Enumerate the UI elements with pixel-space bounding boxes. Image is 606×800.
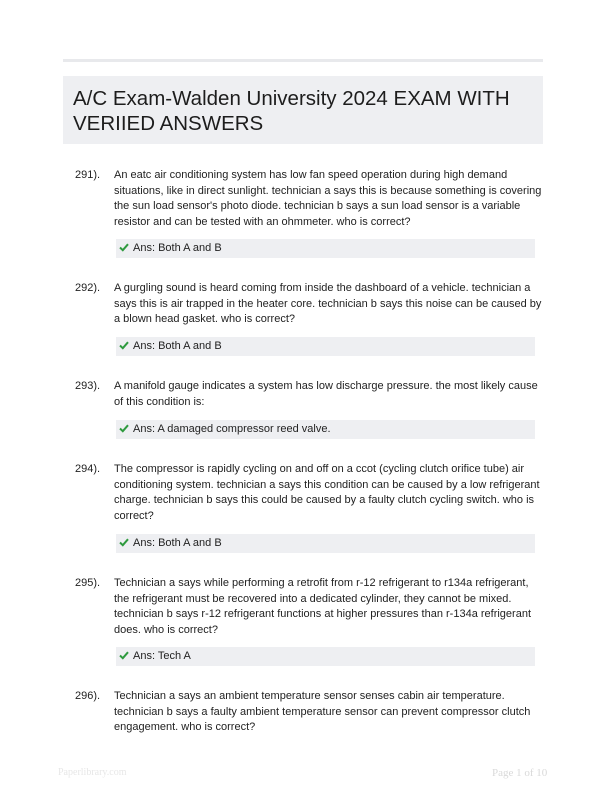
answer-box (116, 647, 535, 666)
checkmark-icon (119, 650, 129, 660)
answer-text: Ans: Both A and B (133, 340, 222, 352)
top-divider (63, 59, 543, 62)
question-text: Technician a says while performing a retrofit from r-12 refrigerant to r134a refrigerant, the refrigerant must be recovered into a dedicated cylinder, they cannot be mixed. technician b says r-12 refrigerant functions at higher pressures than r-134a refrigerant does. who is correct? (114, 577, 531, 636)
answer-box (116, 420, 535, 439)
footer-watermark: Paperlibrary.com (58, 767, 127, 778)
checkmark-icon (119, 423, 129, 433)
question-text: A manifold gauge indicates a system has low discharge pressure. the most likely cause of this condition is: (114, 380, 538, 408)
answer-box (116, 534, 535, 553)
answer-text: Ans: Tech A (133, 650, 191, 662)
question-number: 296). (75, 690, 101, 702)
title-banner (63, 76, 543, 144)
answer-text: Ans: Both A and B (133, 242, 222, 254)
question-text: An eatc air conditioning system has low fan speed operation during high demand situations, like in direct sunlight. technician a says this is because something is covering the sun load sensor's photo diode. technician b says a sun load sensor is a variable resistor and can be tested with an ohmmeter. who is correct? (114, 169, 542, 228)
question-number: 293). (75, 380, 101, 392)
question-number: 294). (75, 463, 101, 475)
question-text: Technician a says an ambient temperature sensor senses cabin air temperature. technician b says a faulty ambient temperature sensor can prevent compressor clutch engagement. who is correct? (114, 690, 531, 733)
question-number: 292). (75, 282, 101, 294)
question-number: 291). (75, 169, 101, 181)
answer-text: Ans: A damaged compressor reed valve. (133, 423, 331, 435)
page-indicator: Page 1 of 10 (492, 767, 548, 779)
document-title: A/C Exam-Walden University 2024 EXAM WITH VERIIED ANSWERS (73, 87, 510, 135)
answer-box (116, 239, 535, 258)
question-text: The compressor is rapidly cycling on and off on a ccot (cycling clutch orifice tube) air conditioning system. technician a says this condition can be caused by a low refrigerant charge. technician b says this could be caused by a faulty clutch cycling switch. who is correct? (114, 463, 540, 522)
checkmark-icon (119, 340, 129, 350)
question-text: A gurgling sound is heard coming from inside the dashboard of a vehicle. technician a says this is air trapped in the heater core. technician b says this noise can be caused by a blown head gasket. who is correct? (114, 282, 542, 325)
checkmark-icon (119, 242, 129, 252)
answer-box (116, 337, 535, 356)
checkmark-icon (119, 537, 129, 547)
answer-text: Ans: Both A and B (133, 537, 222, 549)
question-number: 295). (75, 577, 101, 589)
